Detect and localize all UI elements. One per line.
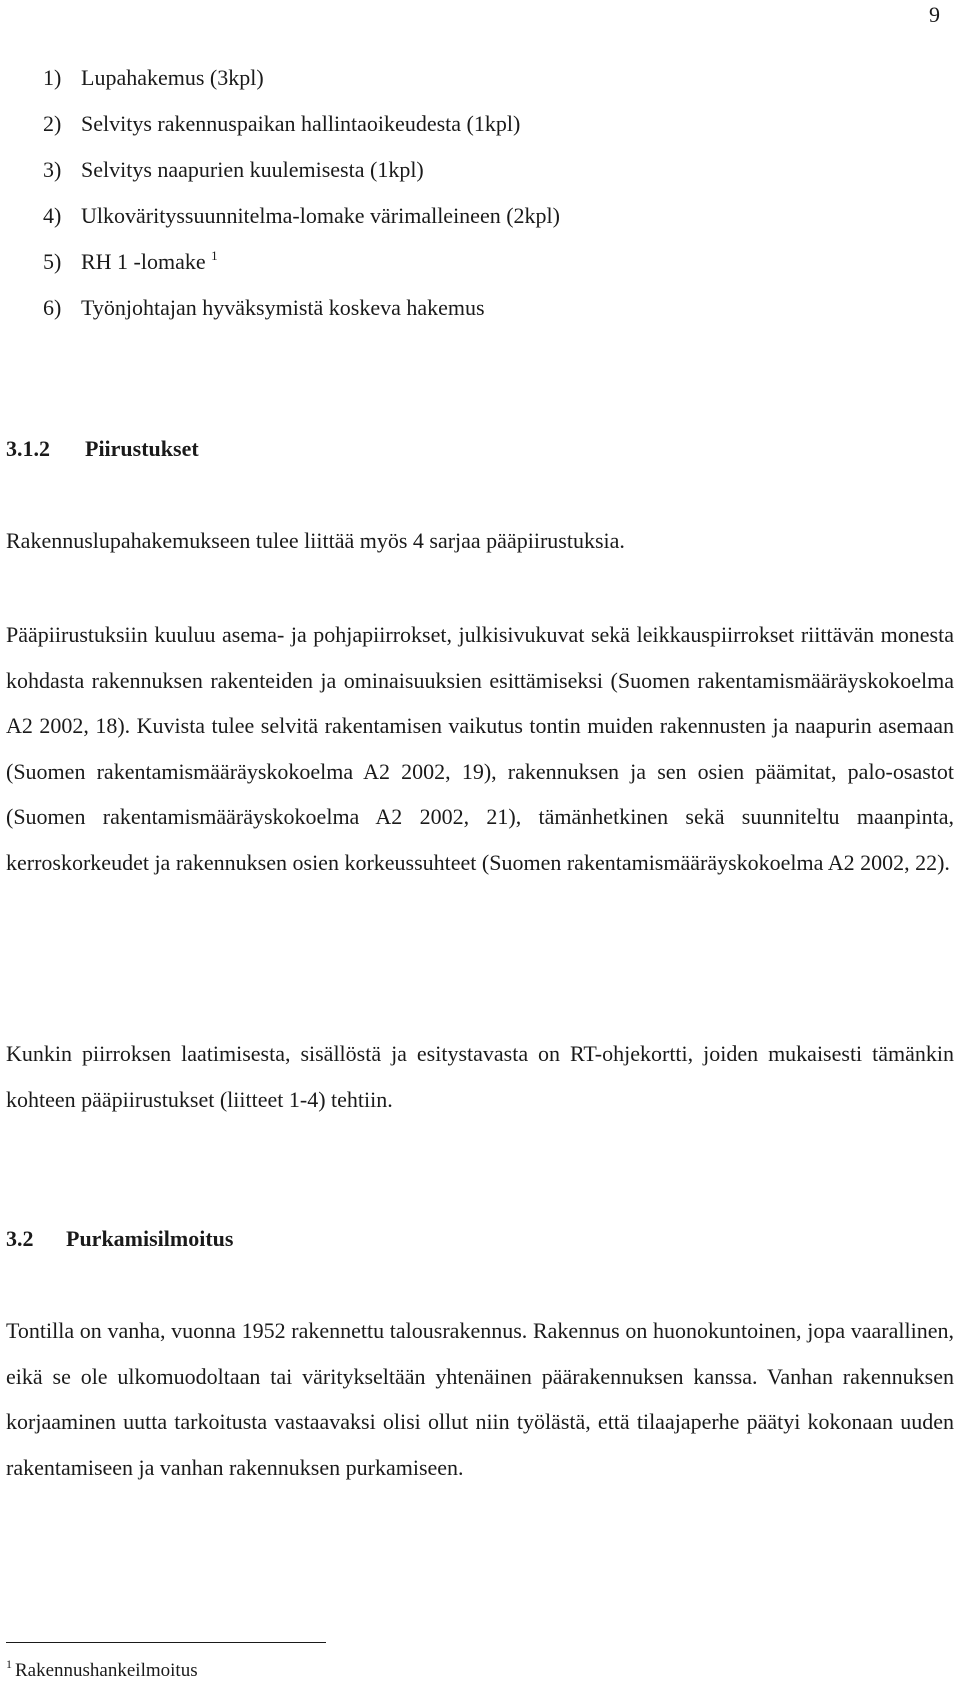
- section-title: Piirustukset: [85, 436, 199, 461]
- page-number: 9: [929, 2, 940, 27]
- paragraph: Kunkin piirroksen laatimisesta, sisällöstä ja esitystavasta on RT-ohjekortti, joiden mukaisesti tämänkin kohteen pääpiirustukset (liitteet 1-4) tehtiin.: [6, 1041, 954, 1112]
- paragraph: Tontilla on vanha, vuonna 1952 rakennettu talousrakennus. Rakennus on huonokuntoinen, jopa vaarallinen, eikä se ole ulkomuodoltaan tai väritykseltään yhtenäinen päärakennuksen kanssa. Vanhan rakennuksen korjaaminen uutta tarkoitusta vastaavaksi olisi ollut niin työlästä, että tilaajaperhe päätyi kokonaan uuden rakentamiseen ja vanhan rakennuksen purkamiseen.: [6, 1318, 954, 1480]
- list-item-number: 2): [43, 111, 62, 136]
- section-heading-piirustukset: [6, 436, 199, 462]
- section-title: Purkamisilmoitus: [66, 1226, 234, 1251]
- list-item-text: Lupahakemus (3kpl): [81, 65, 264, 90]
- list-item-text: Selvitys rakennuspaikan hallintaoikeudesta (1kpl): [81, 111, 521, 136]
- list-item: [43, 193, 560, 239]
- paragraph: Rakennuslupahakemukseen tulee liittää myös 4 sarjaa pääpiirustuksia.: [6, 528, 625, 553]
- list-item: [43, 55, 560, 101]
- list-item-number: 4): [43, 203, 62, 228]
- list-item-number: 3): [43, 157, 62, 182]
- footnote-divider: [6, 1642, 326, 1643]
- footnote-mark: 1: [6, 1657, 12, 1671]
- footnote: [6, 1657, 198, 1682]
- list-item: [43, 285, 560, 331]
- list-item-text: Työnjohtajan hyväksymistä koskeva hakemus: [81, 295, 485, 320]
- list-item-text: Selvitys naapurien kuulemisesta (1kpl): [81, 157, 424, 182]
- footnote-reference: 1: [211, 248, 218, 263]
- list-item: [43, 239, 560, 285]
- section-number: 3.2: [6, 1226, 34, 1251]
- list-item-number: 1): [43, 65, 62, 90]
- section-number: 3.1.2: [6, 436, 50, 461]
- section-heading-purkamisilmoitus: [6, 1226, 233, 1252]
- attachment-list: [43, 55, 560, 331]
- paragraph: Pääpiirustuksiin kuuluu asema- ja pohjapiirrokset, julkisivukuvat sekä leikkauspiirrokset riittävän monesta kohdasta rakennuksen rakenteiden ja ominaisuuksien esittämiseksi (Suomen rakentamismääräyskokoelma A2 2002, 18). Kuvista tulee selvitä rakentamisen vaikutus tontin muiden rakennusten ja naapurin asemaan (Suomen rakentamismääräyskokoelma A2 2002, 19), rakennuksen ja sen osien päämitat, palo-osastot (Suomen rakentamismääräyskokoelma A2 2002, 21), tämänhetkinen sekä suunniteltu maanpinta, kerroskorkeudet ja rakennuksen osien korkeussuhteet (Suomen rakentamismääräyskokoelma A2 2002, 22).: [6, 622, 954, 875]
- list-item-number: 5): [43, 249, 62, 274]
- list-item: [43, 147, 560, 193]
- list-item-number: 6): [43, 295, 62, 320]
- list-item-text: Ulkovärityssuunnitelma-lomake värimalleineen (2kpl): [81, 203, 560, 228]
- footnote-text: Rakennushankeilmoitus: [15, 1660, 198, 1681]
- list-item-text: RH 1 -lomake: [81, 249, 206, 274]
- list-item: [43, 101, 560, 147]
